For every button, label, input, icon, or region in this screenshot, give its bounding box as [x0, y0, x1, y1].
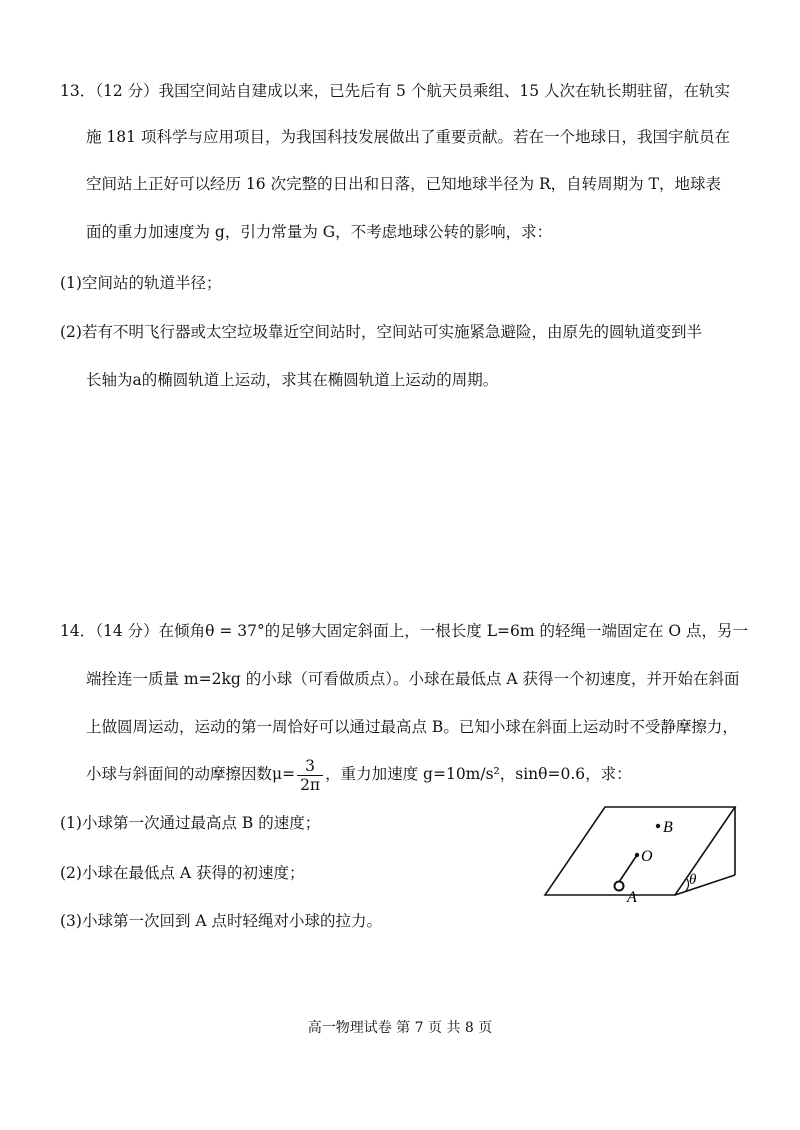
q14-subquestion-1: (1)小球第一次通过最高点 B 的速度；: [60, 814, 321, 832]
fraction-denominator: 2π: [300, 775, 321, 794]
q14-subquestion-3: (3)小球第一次回到 A 点时轻绳对小球的拉力。: [60, 912, 383, 930]
label-theta: θ: [689, 872, 697, 888]
q13-line-1: 13．（12 分）我国空间站自建成以来，已先后有 5 个航天员乘组、15 人次在轨长期驻留，在轨实: [60, 82, 730, 100]
q14-subquestion-2: (2)小球在最低点 A 获得的初速度；: [60, 864, 305, 882]
q13-line-2: 施 181 项科学与应用项目，为我国科技发展做出了重要贡献。若在一个地球日，我国宇航员在: [86, 128, 730, 146]
label-O: O: [641, 848, 653, 865]
q14-line-4-prefix: 小球与斜面间的动摩擦因数μ=: [86, 765, 296, 783]
q14-line-2: 端拴连一质量 m=2kg 的小球（可看做质点）。小球在最低点 A 获得一个初速度，并开始在斜面: [86, 670, 740, 688]
rope: [619, 855, 637, 882]
q13-line-4: 面的重力加速度为 g，引力常量为 G，不考虑地球公转的影响，求：: [86, 223, 553, 241]
q14-line-1: 14．（14 分）在倾角θ = 37°的足够大固定斜面上，一根长度 L=6m 的轻绳一端固定在 O 点，另一: [60, 622, 749, 640]
q14-line-3: 上做圆周运动，运动的第一周恰好可以通过最高点 B。已知小球在斜面上运动时不受静摩擦力，: [86, 718, 738, 736]
page-footer: 高一物理试卷 第 7 页 共 8 页: [307, 1020, 493, 1036]
friction-coefficient-fraction: [297, 757, 323, 794]
fraction-numerator: 3: [297, 757, 323, 776]
incline-figure: [535, 795, 745, 905]
incline-plane: [545, 807, 735, 895]
point-B: [656, 824, 660, 828]
q13-subquestion-1: (1)空间站的轨道半径；: [60, 274, 222, 292]
q13-subquestion-2-line-2: 长轴为a的椭圆轨道上运动，求其在椭圆轨道上运动的周期。: [86, 371, 499, 389]
label-B: B: [663, 819, 673, 836]
q13-subquestion-2-line-1: (2)若有不明飞行器或太空垃圾靠近空间站时，空间站可实施紧急避险，由原先的圆轨道变到半: [60, 323, 702, 341]
point-O: [635, 853, 639, 857]
q14-line-4-suffix: ，重力加速度 g=10m/s²，sinθ=0.6，求：: [325, 765, 632, 783]
q13-line-3: 空间站上正好可以经历 16 次完整的日出和日落，已知地球半径为 R，自转周期为 T，地球表: [86, 175, 721, 193]
incline-side-edge: [675, 875, 735, 895]
label-A: A: [627, 889, 637, 905]
ball-at-A: [615, 882, 624, 891]
q14-line-4: [86, 752, 632, 796]
